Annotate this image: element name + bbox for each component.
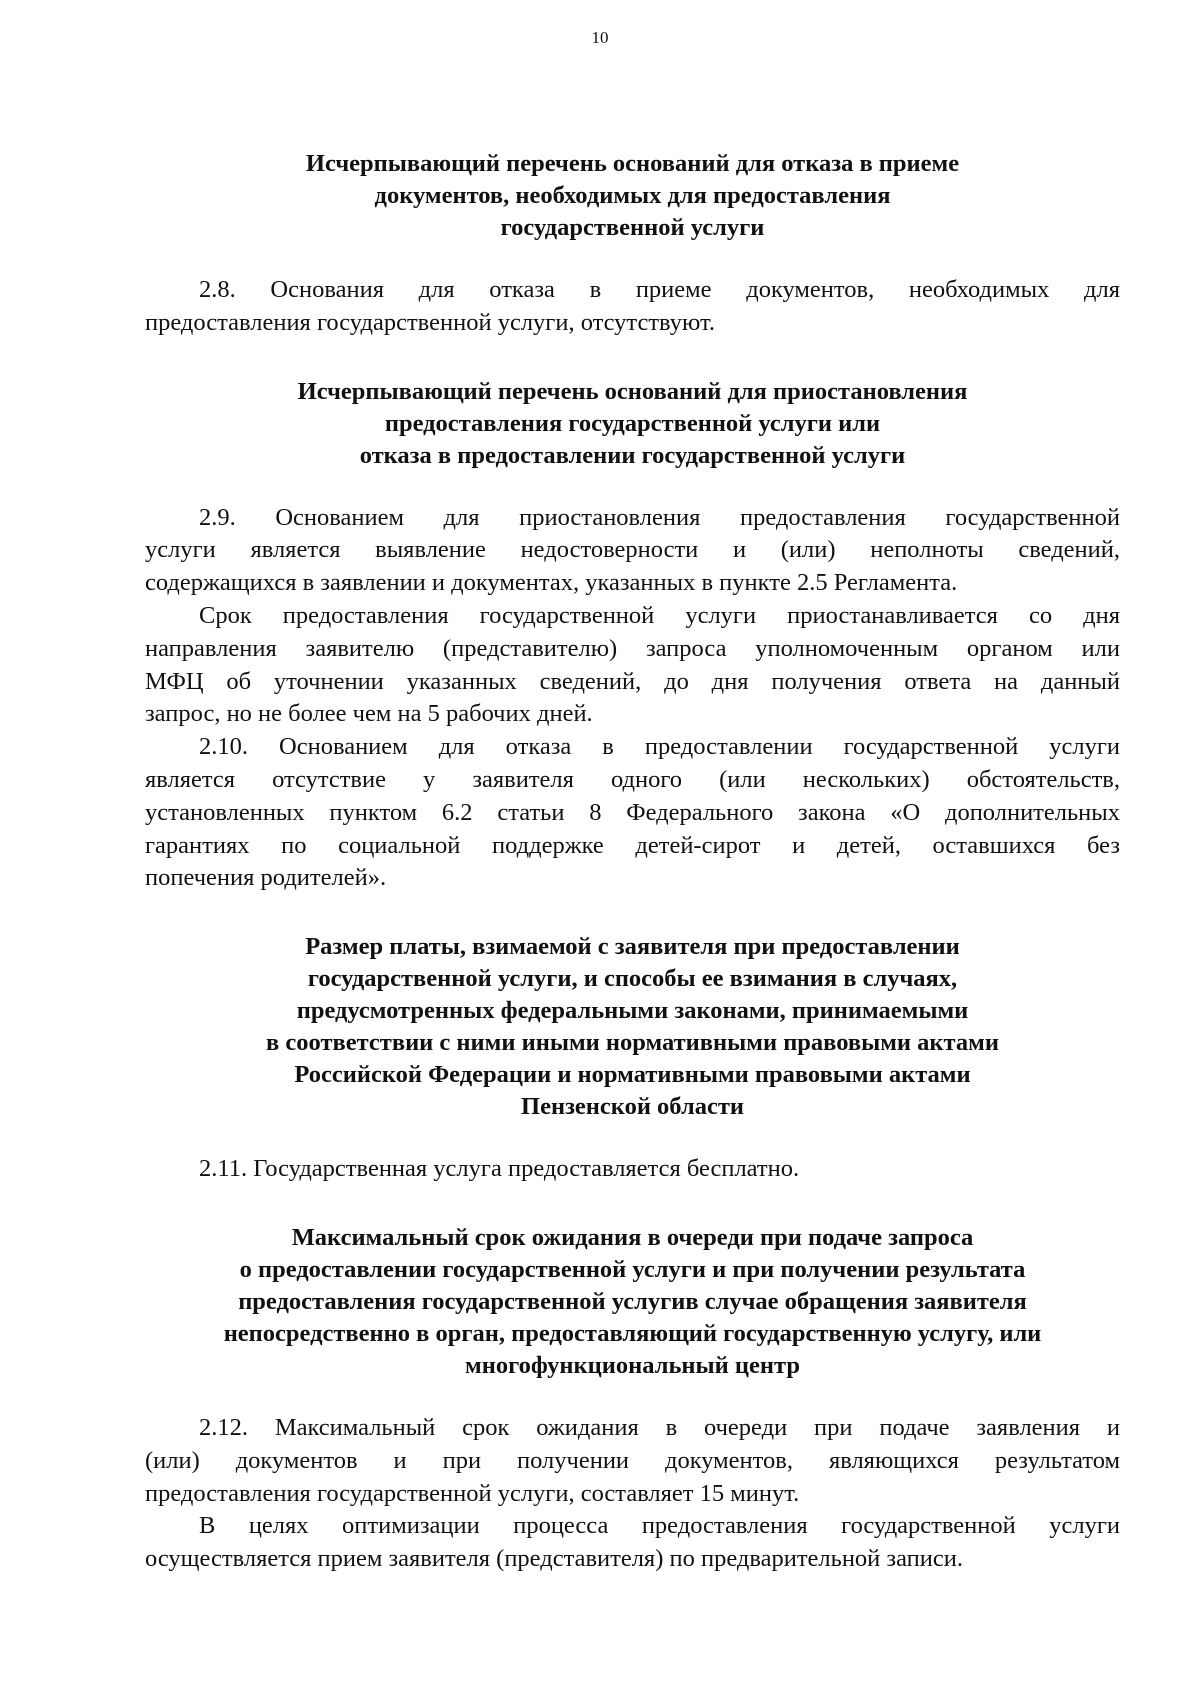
- paragraph-line: содержащихся в заявлении и документах, указанных в пункте 2.5 Регламента.: [145, 569, 958, 597]
- document-body: [145, 148, 1120, 1576]
- paragraph-2-8: [145, 274, 1120, 340]
- heading-line: в соответствии с ними иными нормативными правовыми актами: [266, 1029, 999, 1057]
- paragraph-line: предоставления государственной услуги, составляет 15 минут.: [145, 1479, 800, 1507]
- heading-line: предусмотренных федеральными законами, принимаемыми: [296, 997, 969, 1025]
- paragraph-line: направления заявителю (представителю) запроса уполномоченным органом или: [145, 634, 1120, 662]
- paragraph-line: установленных пунктом 6.2 статьи 8 Федерального закона «О дополнительных: [145, 798, 1120, 826]
- heading-line: Исчерпывающий перечень оснований для отказа в приеме: [305, 150, 960, 177]
- paragraph-line: МФЦ об уточнении указанных сведений, до дня получения ответа на данный: [145, 667, 1120, 695]
- heading-line: государственной услуги, и способы ее взимания в случаях,: [307, 965, 958, 993]
- heading-line: Пензенской области: [521, 1093, 744, 1121]
- paragraph-line: 2.12. Максимальный срок ожидания в очереди при подаче заявления и: [199, 1413, 1120, 1441]
- heading-line: Размер платы, взимаемой с заявителя при предоставлении: [305, 933, 960, 961]
- heading-line: государственной услуги: [500, 214, 765, 241]
- paragraph-line: 2.11. Государственная услуга предоставляется бесплатно.: [199, 1155, 800, 1183]
- heading-waiting-time: [145, 1222, 1120, 1382]
- paragraph-line: (или) документов и при получении документов, являющихся результатом: [145, 1446, 1120, 1474]
- paragraph-line: гарантиях по социальной поддержке детей-сирот и детей, оставшихся без: [145, 831, 1120, 859]
- heading-line: Максимальный срок ожидания в очереди при подаче запроса: [291, 1223, 974, 1251]
- heading-line: Исчерпывающий перечень оснований для приостановления: [297, 377, 968, 405]
- paragraph-2-9: [145, 502, 1120, 600]
- paragraph-2-11: [145, 1153, 1120, 1186]
- heading-line: документов, необходимых для предоставления: [374, 182, 891, 209]
- paragraph-2-10: [145, 731, 1120, 895]
- heading-line: Российской Федерации и нормативными правовыми актами: [294, 1061, 971, 1089]
- paragraph-2-12: [145, 1412, 1120, 1510]
- paragraph-line: осуществляется прием заявителя (представителя) по предварительной записи.: [145, 1545, 963, 1573]
- heading-line: многофункциональный центр: [465, 1351, 800, 1379]
- paragraph-line: запрос, но не более чем на 5 рабочих дней.: [145, 700, 593, 728]
- paragraph-line: Срок предоставления государственной услуги приостанавливается со дня: [199, 601, 1120, 629]
- heading-line: отказа в предоставлении государственной услуги: [359, 441, 906, 469]
- paragraph-2-12-appointment: [145, 1510, 1120, 1576]
- page-number: 10: [591, 28, 609, 47]
- heading-line: о предоставлении государственной услуги и при получении результата: [239, 1255, 1026, 1283]
- paragraph-line: 2.8. Основания для отказа в приеме документов, необходимых для: [199, 276, 1120, 303]
- paragraph-line: попечения родителей».: [145, 864, 387, 892]
- paragraph-line: является отсутствие у заявителя одного (или нескольких) обстоятельств,: [145, 765, 1120, 793]
- heading-suspension: [145, 376, 1120, 472]
- heading-fee: [145, 931, 1120, 1123]
- heading-line: непосредственно в орган, предоставляющий государственную услугу, или: [223, 1319, 1042, 1347]
- paragraph-line: услуги является выявление недостоверности и (или) неполноты сведений,: [145, 536, 1120, 564]
- heading-refusal-acceptance: [145, 148, 1120, 244]
- paragraph-line: 2.10. Основанием для отказа в предоставлении государственной услуги: [199, 733, 1120, 761]
- paragraph-line: 2.9. Основанием для приостановления предоставления государственной: [199, 503, 1120, 531]
- heading-line: предоставления государственной услуги или: [384, 409, 881, 437]
- paragraph-2-9-term: [145, 600, 1120, 731]
- paragraph-line: предоставления государственной услуги, отсутствуют.: [145, 308, 715, 336]
- paragraph-line: В целях оптимизации процесса предоставления государственной услуги: [199, 1512, 1120, 1540]
- heading-line: предоставления государственной услугив случае обращения заявителя: [238, 1287, 1027, 1315]
